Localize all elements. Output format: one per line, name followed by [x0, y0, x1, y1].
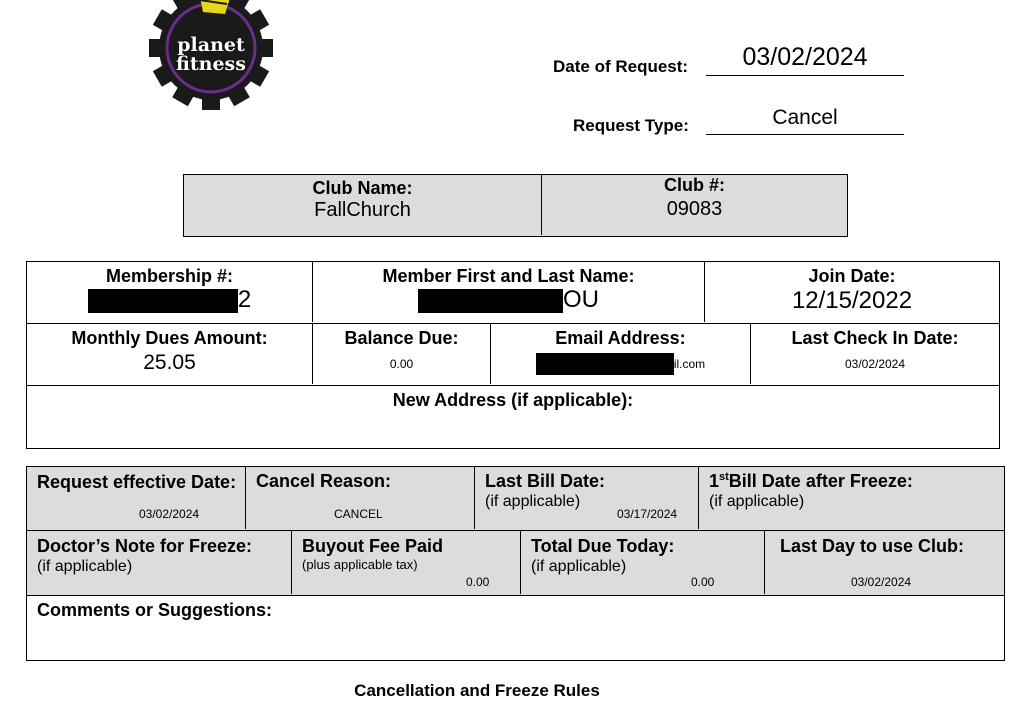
last-checkin-value: 03/02/2024 [844, 357, 906, 371]
email-cell [491, 324, 751, 384]
member-name-value: OU [563, 286, 599, 313]
member-info-table [26, 261, 1000, 449]
last-checkin-label: Last Check In Date: [791, 328, 959, 348]
email-label: Email Address: [555, 328, 686, 348]
buyout-fee-sub: (plus applicable tax) [302, 557, 418, 572]
comments-row [27, 596, 1004, 660]
member-name-label: Member First and Last Name: [382, 266, 635, 286]
membership-number-value: 2 [237, 286, 252, 313]
date-of-request-label: Date of Request: [553, 57, 689, 76]
request-effective-cell [27, 467, 246, 529]
cancel-reason-label: Cancel Reason: [256, 471, 392, 491]
request-effective-label: Request effective Date: [37, 472, 237, 492]
request-type-label: Request Type: [573, 116, 689, 135]
balance-due-label: Balance Due: [344, 328, 459, 348]
membership-number-cell [27, 262, 313, 322]
buyout-fee-value: 0.00 [466, 575, 490, 589]
club-info-box [183, 174, 848, 237]
monthly-dues-value: 25.05 [143, 351, 196, 374]
last-day-value: 03/02/2024 [851, 575, 912, 589]
club-name-value: FallChurch [314, 199, 411, 221]
date-of-request-value: 03/02/2024 [706, 40, 904, 76]
membership-number-label: Membership #: [105, 266, 234, 286]
member-name-cell [313, 262, 705, 322]
first-bill-text: Bill Date after Freeze: [728, 471, 913, 491]
last-day-cell [765, 531, 1004, 594]
club-name-cell [184, 175, 542, 235]
request-effective-value: 03/02/2024 [139, 507, 200, 521]
total-due-value: 0.00 [691, 575, 715, 589]
last-bill-date-label: Last Bill Date: [485, 471, 606, 491]
request-type-value: Cancel [706, 104, 904, 135]
comments-label: Comments or Suggestions: [37, 600, 273, 620]
join-date-value: 12/15/2022 [791, 287, 913, 314]
redacted-block [88, 289, 238, 313]
logo-text-line1: planet [177, 34, 245, 56]
member-row-2 [27, 324, 999, 386]
last-bill-date-sub: (if applicable) [485, 493, 581, 510]
last-bill-date-cell [475, 467, 699, 529]
monthly-dues-cell [27, 324, 313, 384]
rules-title: Cancellation and Freeze Rules [354, 681, 600, 700]
club-name-label: Club Name: [312, 178, 413, 198]
club-number-value: 09083 [666, 198, 723, 220]
join-date-cell [705, 262, 999, 322]
first-bill-sup: st [719, 471, 729, 483]
request-row-1 [27, 467, 1004, 531]
total-due-label: Total Due Today: [531, 536, 675, 556]
buyout-fee-cell [292, 531, 521, 594]
doctor-note-label: Doctor’s Note for Freeze: [37, 536, 253, 556]
logo-text-line2: fitness [176, 53, 246, 75]
last-bill-date-value: 03/17/2024 [617, 507, 678, 521]
planet-fitness-logo [145, 0, 277, 114]
new-address-label: New Address (if applicable): [392, 390, 634, 410]
total-due-cell [521, 531, 765, 594]
buyout-fee-label: Buyout Fee Paid [302, 536, 444, 556]
cancel-reason-cell [246, 467, 475, 529]
member-row-1 [27, 262, 999, 324]
monthly-dues-label: Monthly Dues Amount: [71, 328, 268, 348]
doctor-note-sub: (if applicable) [37, 558, 133, 575]
first-bill-after-freeze-sub: (if applicable) [709, 493, 805, 510]
email-value: il.com [673, 357, 706, 372]
club-number-cell [542, 175, 847, 235]
first-bill-after-freeze-label [709, 471, 913, 492]
request-row-2 [27, 531, 1004, 596]
first-bill-number: 1 [709, 471, 720, 491]
new-address-row [27, 386, 999, 448]
first-bill-after-freeze-cell [699, 467, 1004, 529]
join-date-label: Join Date: [808, 266, 896, 286]
redacted-block [536, 353, 674, 375]
redacted-block [418, 289, 563, 313]
balance-due-cell [313, 324, 491, 384]
club-number-label: Club #: [664, 175, 725, 195]
cancel-reason-value: CANCEL [334, 507, 383, 521]
total-due-sub: (if applicable) [531, 558, 627, 575]
request-details-table [26, 466, 1005, 661]
last-checkin-cell [751, 324, 999, 384]
last-day-label: Last Day to use Club: [780, 536, 965, 556]
balance-due-value: 0.00 [389, 357, 414, 371]
doctor-note-cell [27, 531, 292, 594]
